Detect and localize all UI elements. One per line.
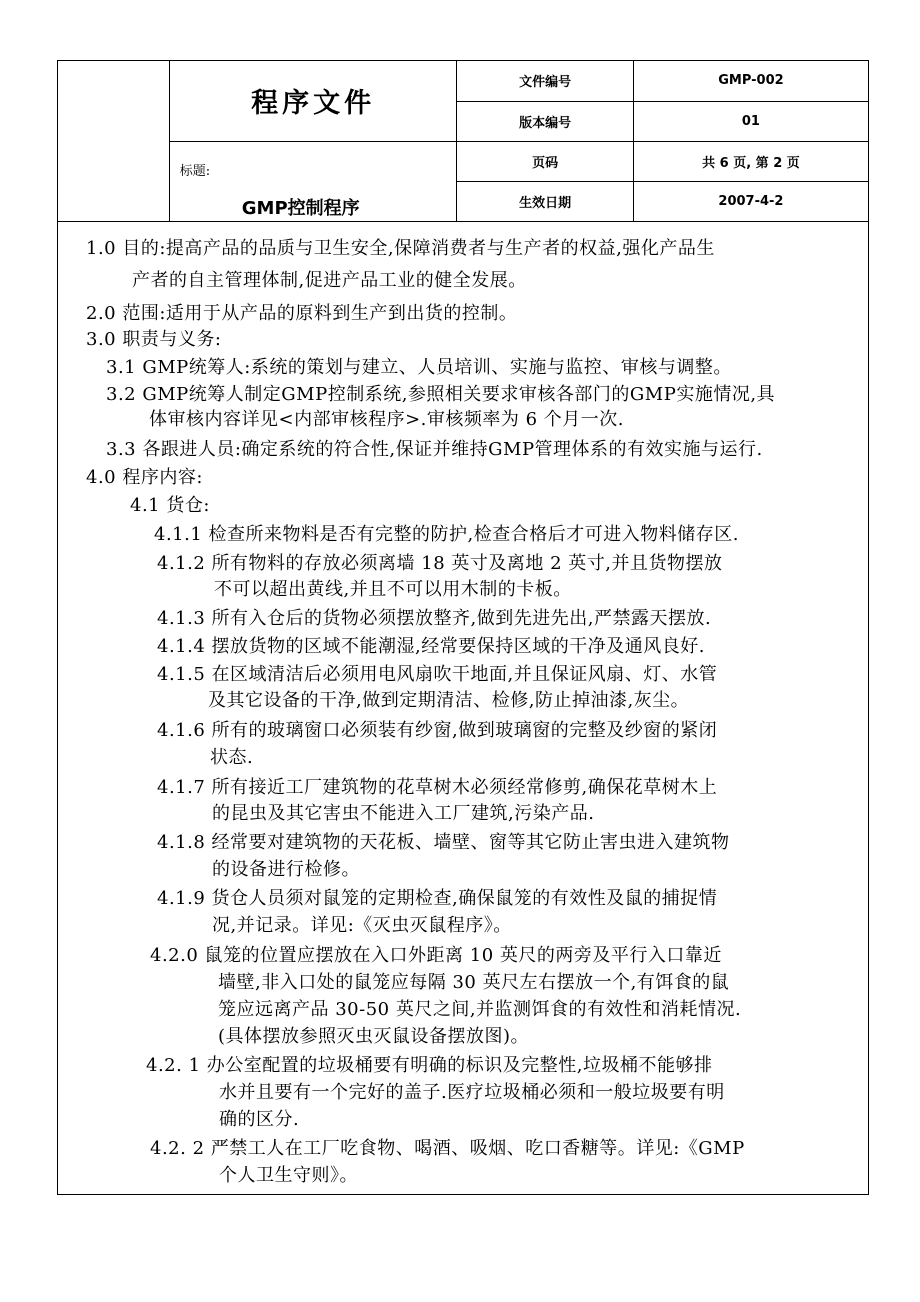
page-value: 共 6 页, 第 2 页 <box>702 155 800 171</box>
body-line: 3.0 职责与义务: <box>86 329 222 350</box>
body-line: 墙壁,非入口处的鼠笼应每隔 30 英尺左右摆放一个,有饵食的鼠 <box>218 972 730 993</box>
body-line: 4.2. 2 严禁工人在工厂吃食物、喝酒、吸烟、吃口香糖等。详见:《GMP <box>150 1138 745 1159</box>
body-line: 4.1.5 在区域清洁后必须用电风扇吹干地面,并且保证风扇、灯、水管 <box>157 664 718 685</box>
doc-type-cell <box>169 61 457 141</box>
body-line: 2.0 范围:适用于从产品的原料到生产到出货的控制。 <box>86 303 518 324</box>
body-line: 3.2 GMP统筹人制定GMP控制系统,参照相关要求审核各部门的GMP实施情况,具 <box>106 384 776 405</box>
body-line: 1.0 目的:提高产品的品质与卫生安全,保障消费者与生产者的权益,强化产品生 <box>86 238 715 259</box>
body-line: 4.1.8 经常要对建筑物的天花板、墙壁、窗等其它防止害虫进入建筑物 <box>157 832 730 853</box>
page-value-cell <box>633 141 868 181</box>
body-line: 确的区分. <box>219 1109 300 1130</box>
body-line: 状态. <box>210 747 254 768</box>
title-label: 标题: <box>179 163 211 179</box>
effective-date-label-cell <box>457 181 633 221</box>
document-frame <box>57 60 869 1195</box>
doc-number-label: 文件编号 <box>519 75 572 91</box>
doc-number-value: GMP-002 <box>718 73 784 89</box>
version-value: 01 <box>741 113 760 129</box>
body-line: 个人卫生守则》。 <box>219 1165 358 1186</box>
body-line: 体审核内容详见<内部审核程序>.审核频率为 6 个月一次. <box>149 409 625 430</box>
body-line: 的昆虫及其它害虫不能进入工厂建筑,污染产品. <box>212 803 595 824</box>
page-label: 页码 <box>532 155 559 171</box>
body-line: 4.2.0 鼠笼的位置应摆放在入口外距离 10 英尺的两旁及平行入口靠近 <box>150 945 722 966</box>
doc-type-title: 程序文件 <box>251 88 376 120</box>
effective-date-value: 2007-4-2 <box>718 193 784 209</box>
doc-number-value-cell <box>633 61 868 101</box>
version-value-cell <box>633 101 868 141</box>
title-cell <box>169 141 457 221</box>
body-line: (具体摆放参照灭虫灭鼠设备摆放图)。 <box>218 1026 530 1047</box>
page-label-cell <box>457 141 633 181</box>
body-line: 4.1.1 检查所来物料是否有完整的防护,检查合格后才可进入物料储存区. <box>154 524 739 545</box>
body-line: 4.1.6 所有的玻璃窗口必须装有纱窗,做到玻璃窗的完整及纱窗的紧闭 <box>157 720 718 741</box>
version-label: 版本编号 <box>519 115 572 131</box>
body-line: 3.1 GMP统筹人:系统的策划与建立、人员培训、实施与监控、审核与调整。 <box>106 357 732 378</box>
body-line: 笼应远离产品 30-50 英尺之间,并监测饵食的有效性和消耗情况. <box>218 999 742 1020</box>
body-line: 的设备进行检修。 <box>212 859 360 880</box>
body-line: 4.1.9 货仓人员须对鼠笼的定期检查,确保鼠笼的有效性及鼠的捕捉情 <box>157 888 718 909</box>
body-line: 3.3 各跟进人员:确定系统的符合性,保证并维持GMP管理体系的有效实施与运行. <box>106 439 763 460</box>
effective-date-value-cell <box>633 181 868 221</box>
document-title: GMP控制程序 <box>241 197 360 219</box>
body-line: 4.0 程序内容: <box>86 467 203 488</box>
doc-number-label-cell <box>457 61 633 101</box>
body-line: 4.1.3 所有入仓后的货物必须摆放整齐,做到先进先出,严禁露天摆放. <box>157 608 712 629</box>
body-line: 产者的自主管理体制,促进产品工业的健全发展。 <box>132 270 527 291</box>
document-header-table <box>58 61 868 222</box>
effective-date-label: 生效日期 <box>519 195 572 211</box>
body-line: 4.2. 1 办公室配置的垃圾桶要有明确的标识及完整性,垃圾桶不能够排 <box>146 1055 713 1076</box>
body-line: 水并且要有一个完好的盖子.医疗垃圾桶必须和一般垃圾要有明 <box>219 1082 725 1103</box>
body-line: 况,并记录。详见:《灭虫灭鼠程序》。 <box>212 915 512 936</box>
logo-cell <box>58 61 169 221</box>
body-line: 4.1.7 所有接近工厂建筑物的花草树木必须经常修剪,确保花草树木上 <box>157 777 718 798</box>
version-label-cell <box>457 101 633 141</box>
body-line: 不可以超出黄线,并且不可以用木制的卡板。 <box>214 579 572 600</box>
body-line: 4.1.4 摆放货物的区域不能潮湿,经常要保持区域的干净及通风良好. <box>157 636 705 657</box>
body-line: 4.1 货仓: <box>130 495 210 516</box>
body-line: 4.1.2 所有物料的存放必须离墙 18 英寸及离地 2 英寸,并且货物摆放 <box>157 553 723 574</box>
body-line: 及其它设备的干净,做到定期清洁、检修,防止掉油漆,灰尘。 <box>208 690 690 711</box>
